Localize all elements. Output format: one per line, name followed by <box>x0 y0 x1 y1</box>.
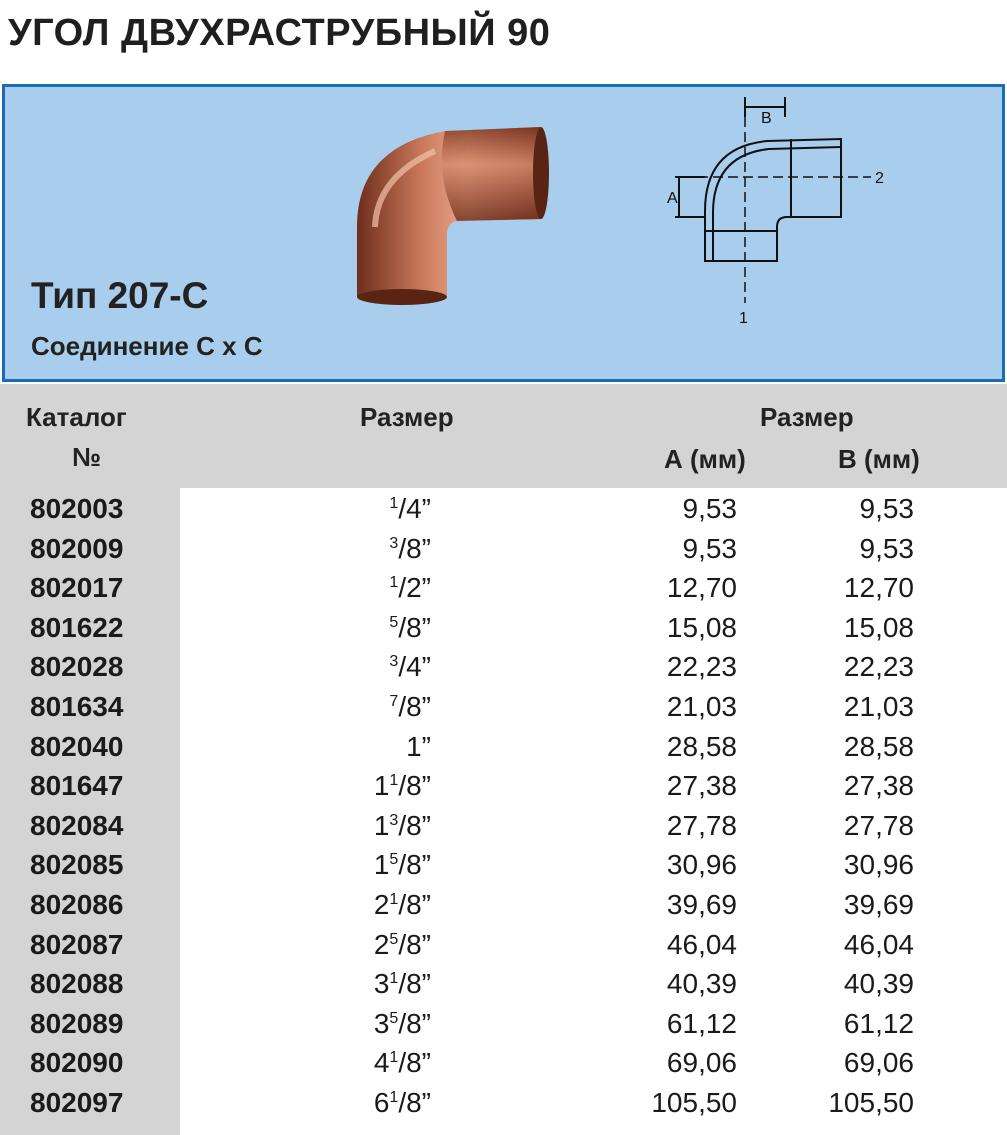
dimension-a: 12,70 <box>666 572 737 604</box>
table-row <box>0 1085 1007 1125</box>
size-value <box>389 651 431 683</box>
size-denominator: /4” <box>398 493 431 524</box>
copper-elbow-photo <box>345 117 555 307</box>
catalog-number: 802028 <box>30 651 124 683</box>
table-body <box>0 491 1007 1125</box>
table-row <box>0 689 1007 729</box>
size-value <box>374 810 431 842</box>
header-a: А (мм) <box>664 444 746 474</box>
dimension-b: 27,38 <box>843 770 914 802</box>
dimension-b: 21,03 <box>843 690 914 722</box>
dimension-a: 15,08 <box>666 611 737 643</box>
size-numerator: 1 <box>389 890 399 908</box>
table-row <box>0 847 1007 887</box>
drawing-label-b: B <box>761 110 772 127</box>
table-row <box>0 1006 1007 1046</box>
header-catalog-number: № <box>72 442 101 472</box>
dimension-a: 28,58 <box>666 730 737 762</box>
dimension-b: 27,78 <box>843 809 914 841</box>
catalog-number: 802090 <box>30 1047 124 1079</box>
size-whole: 3 <box>373 1007 390 1039</box>
drawing-label-axis1: 1 <box>739 310 748 327</box>
table-row <box>0 1045 1007 1085</box>
dimension-b: 22,23 <box>843 651 914 683</box>
size-whole: 3 <box>373 968 390 1000</box>
table-row <box>0 729 1007 769</box>
size-whole: 2 <box>373 928 390 960</box>
size-whole: 2 <box>373 888 390 920</box>
catalog-number: 802040 <box>30 730 124 762</box>
dimension-a: 105,50 <box>651 1086 737 1118</box>
size-numerator: 3 <box>389 653 399 671</box>
size-numerator: 1 <box>389 1088 399 1106</box>
size-numerator: 5 <box>389 930 399 948</box>
size-numerator: 1 <box>389 1049 399 1067</box>
size-numerator: 5 <box>389 851 399 869</box>
size-value <box>389 533 431 565</box>
dimension-a: 69,06 <box>666 1047 737 1079</box>
catalog-number: 802003 <box>30 493 124 524</box>
size-value <box>374 968 431 1000</box>
dimension-b: 39,69 <box>843 888 914 920</box>
dimension-a: 39,69 <box>666 888 737 920</box>
table-header <box>0 384 1007 488</box>
size-numerator: 3 <box>389 811 399 829</box>
connection-type: Соединение С х С <box>31 331 263 361</box>
table-row <box>0 887 1007 927</box>
dimension-a: 27,38 <box>666 770 737 802</box>
size-numerator: 1 <box>389 970 399 988</box>
catalog-number: 801622 <box>30 611 124 643</box>
dimension-b: 9,53 <box>859 532 914 564</box>
size-whole: 1” <box>406 730 431 762</box>
dimension-a: 27,78 <box>666 809 737 841</box>
header-dims-group: Размер <box>760 402 854 432</box>
catalog-number: 802017 <box>30 572 124 604</box>
header-catalog: Каталог <box>26 402 127 432</box>
catalog-number: 801647 <box>30 770 124 802</box>
size-value <box>374 1087 431 1119</box>
page-title: УГОЛ ДВУХРАСТРУБНЫЙ 90 <box>8 12 551 54</box>
dimension-b: 105,50 <box>828 1086 914 1118</box>
product-panel <box>2 84 1005 382</box>
dimension-b: 46,04 <box>843 928 914 960</box>
size-numerator: 1 <box>389 574 399 592</box>
catalog-number: 802097 <box>30 1086 124 1118</box>
dimension-b: 9,53 <box>859 493 914 524</box>
table-row <box>0 531 1007 571</box>
dimension-a: 61,12 <box>666 1007 737 1039</box>
dimension-a: 22,23 <box>666 651 737 683</box>
header-size: Размер <box>360 402 454 432</box>
size-value <box>374 770 431 802</box>
drawing-label-axis2: 2 <box>875 170 884 187</box>
size-value <box>406 731 431 763</box>
size-denominator: /8” <box>398 532 431 564</box>
size-denominator: /8” <box>398 1086 431 1118</box>
size-denominator: /8” <box>398 888 431 920</box>
size-numerator: 5 <box>389 613 399 631</box>
size-denominator: /8” <box>398 770 431 802</box>
size-whole: 4 <box>373 1047 390 1079</box>
catalog-number: 802087 <box>30 928 124 960</box>
size-denominator: /8” <box>398 1007 431 1039</box>
dimension-drawing <box>653 93 893 333</box>
catalog-number: 802086 <box>30 888 124 920</box>
size-value <box>374 929 431 961</box>
size-numerator: 5 <box>389 1009 399 1027</box>
size-denominator: /8” <box>398 809 431 841</box>
size-denominator: /8” <box>398 690 431 722</box>
size-numerator: 7 <box>389 692 399 710</box>
dimension-a: 40,39 <box>666 968 737 1000</box>
table-row <box>0 768 1007 808</box>
table-row <box>0 610 1007 650</box>
size-value <box>389 493 431 525</box>
size-numerator: 3 <box>389 534 399 552</box>
size-whole: 1 <box>373 770 390 802</box>
size-value <box>374 889 431 921</box>
product-type: Тип 207-С <box>31 275 209 316</box>
table-row <box>0 927 1007 967</box>
dimension-b: 30,96 <box>843 849 914 881</box>
dimension-b: 15,08 <box>843 611 914 643</box>
dimension-a: 9,53 <box>682 532 737 564</box>
size-denominator: /2” <box>398 572 431 604</box>
table-row <box>0 808 1007 848</box>
drawing-label-a: A <box>667 190 678 207</box>
size-value <box>374 1047 431 1079</box>
size-denominator: /8” <box>398 849 431 881</box>
size-value <box>374 849 431 881</box>
size-denominator: /8” <box>398 928 431 960</box>
size-value <box>389 691 431 723</box>
table-row <box>0 649 1007 689</box>
catalog-number: 802084 <box>30 809 124 841</box>
size-whole: 1 <box>373 809 390 841</box>
size-value <box>389 572 431 604</box>
catalog-number: 802089 <box>30 1007 124 1039</box>
table-row <box>0 491 1007 531</box>
catalog-number: 801634 <box>30 690 124 722</box>
dimension-a: 30,96 <box>666 849 737 881</box>
dimension-b: 12,70 <box>843 572 914 604</box>
dimension-a: 21,03 <box>666 690 737 722</box>
catalog-number: 802009 <box>30 532 124 564</box>
dimension-b: 28,58 <box>843 730 914 762</box>
table-row <box>0 570 1007 610</box>
table-row <box>0 966 1007 1006</box>
dimension-b: 69,06 <box>843 1047 914 1079</box>
catalog-number: 802088 <box>30 968 124 1000</box>
size-denominator: /8” <box>398 611 431 643</box>
header-b: В (мм) <box>838 444 920 474</box>
size-whole: 6 <box>373 1086 390 1118</box>
size-numerator: 1 <box>389 772 399 790</box>
size-value <box>374 1008 431 1040</box>
dimension-b: 61,12 <box>843 1007 914 1039</box>
catalog-number: 802085 <box>30 849 124 881</box>
dimension-a: 46,04 <box>666 928 737 960</box>
size-denominator: /4” <box>398 651 431 683</box>
size-numerator: 1 <box>389 495 399 512</box>
size-whole: 1 <box>373 849 390 881</box>
size-denominator: /8” <box>398 1047 431 1079</box>
dimension-b: 40,39 <box>843 968 914 1000</box>
size-denominator: /8” <box>398 968 431 1000</box>
dimension-a: 9,53 <box>682 493 737 524</box>
size-value <box>389 612 431 644</box>
